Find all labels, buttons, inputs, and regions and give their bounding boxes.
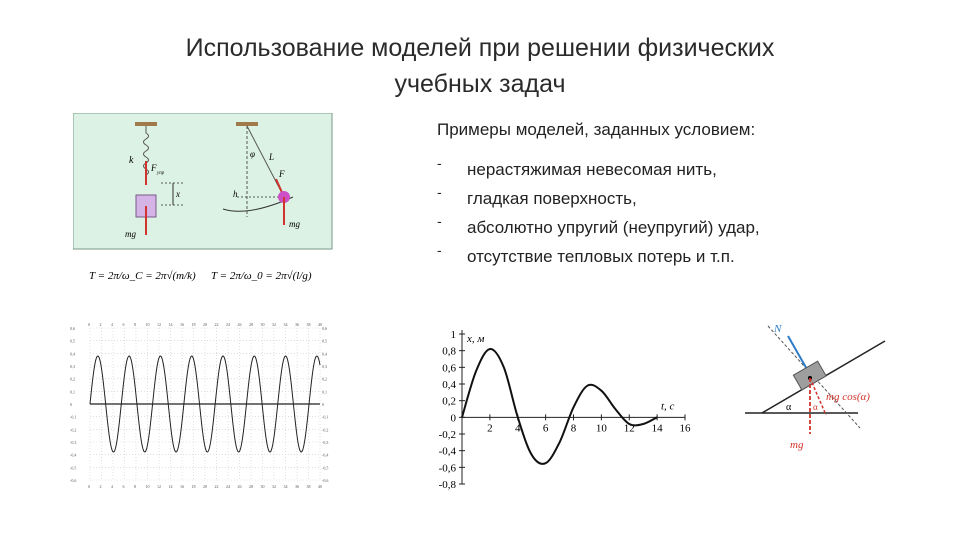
osc-bottom-tick: 26 <box>237 484 242 489</box>
y-tick-label: -0,4 <box>438 445 456 458</box>
osc-top-tick: 8 <box>134 322 136 327</box>
spring-force-label: F <box>151 163 157 173</box>
bullet-dash: - <box>437 184 442 200</box>
list-item <box>437 213 937 242</box>
pendulum-figure <box>73 113 333 305</box>
osc-bottom-tick: 32 <box>272 484 276 489</box>
osc-top-tick: 40 <box>318 322 322 327</box>
osc-top-tick: 10 <box>145 322 150 327</box>
spring-mg-label: mg <box>125 229 136 239</box>
osc-left-tick: 0,3 <box>70 364 75 369</box>
osc-left-tick: -0,1 <box>70 414 77 420</box>
mgcos-label: mg cos(α) <box>826 391 870 403</box>
oscillogram-figure <box>70 318 335 490</box>
list-item-text: нерастяжимая невесомая нить, <box>467 160 717 179</box>
osc-top-tick: 18 <box>191 322 196 327</box>
osc-bottom-tick: 16 <box>180 484 184 489</box>
pendulum-h-label: h <box>233 189 238 199</box>
osc-bottom-tick: 10 <box>145 484 150 489</box>
osc-right-tick: 0,1 <box>322 389 327 395</box>
formula-spring: T = 2π/ω_C = 2π√(m/k) <box>89 270 196 282</box>
osc-left-tick: 0,6 <box>70 326 75 331</box>
x-tick-label: 10 <box>595 422 607 435</box>
list-item-text: отсутствие тепловых потерь и т.п. <box>467 247 735 266</box>
osc-bottom-tick: 8 <box>134 484 136 489</box>
osc-top-tick: 26 <box>237 322 242 327</box>
osc-left-tick: 0,4 <box>70 351 75 357</box>
osc-left-tick: -0,6 <box>70 478 77 483</box>
y-tick-label: 0,6 <box>442 362 456 375</box>
x-axis-label: t, c <box>661 400 675 413</box>
list-item <box>437 184 937 213</box>
list-item <box>437 242 937 271</box>
list-item-text: абсолютно упругий (неупругий) удар, <box>467 218 760 237</box>
y-tick-label: 0,4 <box>442 379 456 391</box>
osc-bottom-tick: 20 <box>203 484 207 489</box>
y-tick-label: 1 <box>450 329 456 341</box>
bullet-dash: - <box>437 242 442 258</box>
osc-top-tick: 28 <box>249 322 253 327</box>
osc-bottom-tick: 6 <box>122 484 125 489</box>
osc-right-tick: -0,4 <box>322 452 329 458</box>
y-tick-label: 0,2 <box>442 395 456 408</box>
osc-right-tick: 0,5 <box>322 338 327 344</box>
osc-bottom-tick: 30 <box>260 484 265 489</box>
x-tick-label: 6 <box>542 422 549 435</box>
osc-right-tick: 0 <box>322 402 324 407</box>
osc-top-tick: 6 <box>122 322 125 327</box>
osc-bottom-tick: 0 <box>88 484 90 489</box>
y-tick-label: -0,8 <box>438 479 456 491</box>
bullet-dash: - <box>437 213 442 229</box>
osc-bottom-tick: 28 <box>249 484 253 489</box>
osc-bottom-tick: 18 <box>191 484 196 489</box>
pendulum-F-label: F <box>279 169 285 179</box>
bullet-dash: - <box>437 155 442 171</box>
osc-top-tick: 24 <box>226 322 230 327</box>
series-line <box>462 349 657 464</box>
osc-top-tick: 30 <box>260 322 265 327</box>
osc-right-tick: 0,2 <box>322 376 327 382</box>
x-tick-label: 16 <box>679 422 691 435</box>
title-line-2: учебных задач <box>394 70 566 98</box>
formula-pendulum: T = 2π/ω_0 = 2π√(l/g) <box>211 270 312 282</box>
incline-alpha2-label: α <box>813 402 818 412</box>
osc-right-tick: -0,1 <box>322 414 329 420</box>
osc-top-tick: 16 <box>180 322 184 327</box>
osc-right-tick: 0,6 <box>322 326 327 331</box>
pendulum-L-label: L <box>269 152 275 162</box>
list-item-text: гладкая поверхность, <box>467 189 637 208</box>
y-tick-label: 0,8 <box>442 345 456 358</box>
osc-top-tick: 20 <box>203 322 207 327</box>
examples-lead: Примеры моделей, заданных условием: <box>437 120 756 139</box>
osc-left-tick: -0,2 <box>70 427 77 433</box>
pendulum-ceiling <box>236 122 258 126</box>
spring-k-label: k <box>129 155 134 166</box>
examples-block <box>437 120 937 271</box>
osc-bottom-tick: 36 <box>295 484 299 489</box>
spring-force-sub: упр <box>157 171 165 176</box>
osc-bottom-tick: 22 <box>214 484 219 489</box>
title-line-1: Использование моделей при решении физических <box>185 34 775 62</box>
osc-top-tick: 4 <box>111 322 113 327</box>
osc-top-tick: 32 <box>272 322 276 327</box>
osc-right-tick: -0,6 <box>322 478 329 483</box>
osc-top-tick: 22 <box>214 322 219 327</box>
position-time-chart <box>415 326 700 491</box>
pendulum-mg-label: mg <box>289 219 300 229</box>
pendulum-phi-label: φ <box>250 149 255 159</box>
y-tick-label: 0 <box>450 412 456 425</box>
x-tick-label: 14 <box>651 422 663 435</box>
osc-bottom-tick: 40 <box>318 484 322 489</box>
x-tick-label: 2 <box>487 422 493 435</box>
osc-bottom-tick: 2 <box>99 484 102 489</box>
osc-bottom-tick: 14 <box>168 484 173 489</box>
osc-left-tick: 0 <box>70 402 72 407</box>
osc-bottom-tick: 34 <box>283 484 288 489</box>
osc-right-tick: 0,3 <box>322 364 327 369</box>
osc-left-tick: 0,2 <box>70 376 75 382</box>
osc-left-tick: 0,5 <box>70 338 75 344</box>
spring-x-label: x <box>176 189 180 199</box>
osc-top-tick: 14 <box>168 322 173 327</box>
osc-right-tick: -0,3 <box>322 440 329 445</box>
examples-list <box>437 155 937 271</box>
y-tick-label: -0,2 <box>438 429 456 441</box>
osc-left-tick: 0,1 <box>70 389 75 395</box>
osc-bottom-tick: 38 <box>306 484 311 489</box>
osc-top-tick: 38 <box>306 322 311 327</box>
osc-left-tick: -0,4 <box>70 452 77 458</box>
osc-top-tick: 34 <box>283 322 288 327</box>
osc-top-tick: 2 <box>99 322 102 327</box>
mg-label: mg <box>790 439 804 451</box>
list-item <box>437 155 937 184</box>
osc-left-tick: -0,3 <box>70 440 77 445</box>
osc-top-tick: 12 <box>157 322 161 327</box>
x-tick-label: 12 <box>623 422 635 435</box>
incline-alpha-label: α <box>786 402 792 413</box>
x-tick-label: 8 <box>570 422 577 435</box>
spring-ceiling <box>135 122 157 126</box>
osc-left-tick: -0,5 <box>70 465 77 471</box>
osc-top-tick: 36 <box>295 322 299 327</box>
incline-figure <box>740 316 910 456</box>
osc-bottom-tick: 12 <box>157 484 161 489</box>
page-title <box>0 30 960 102</box>
osc-right-tick: -0,2 <box>322 427 329 433</box>
osc-bottom-tick: 4 <box>111 484 113 489</box>
osc-top-tick: 0 <box>88 322 90 327</box>
normal-label: N <box>774 323 782 335</box>
osc-right-tick: 0,4 <box>322 351 327 357</box>
osc-right-tick: -0,5 <box>322 465 329 471</box>
y-axis-label: x, м <box>467 333 485 345</box>
y-tick-label: -0,6 <box>438 462 456 475</box>
x-tick-label: 4 <box>515 422 521 435</box>
osc-bottom-tick: 24 <box>226 484 230 489</box>
